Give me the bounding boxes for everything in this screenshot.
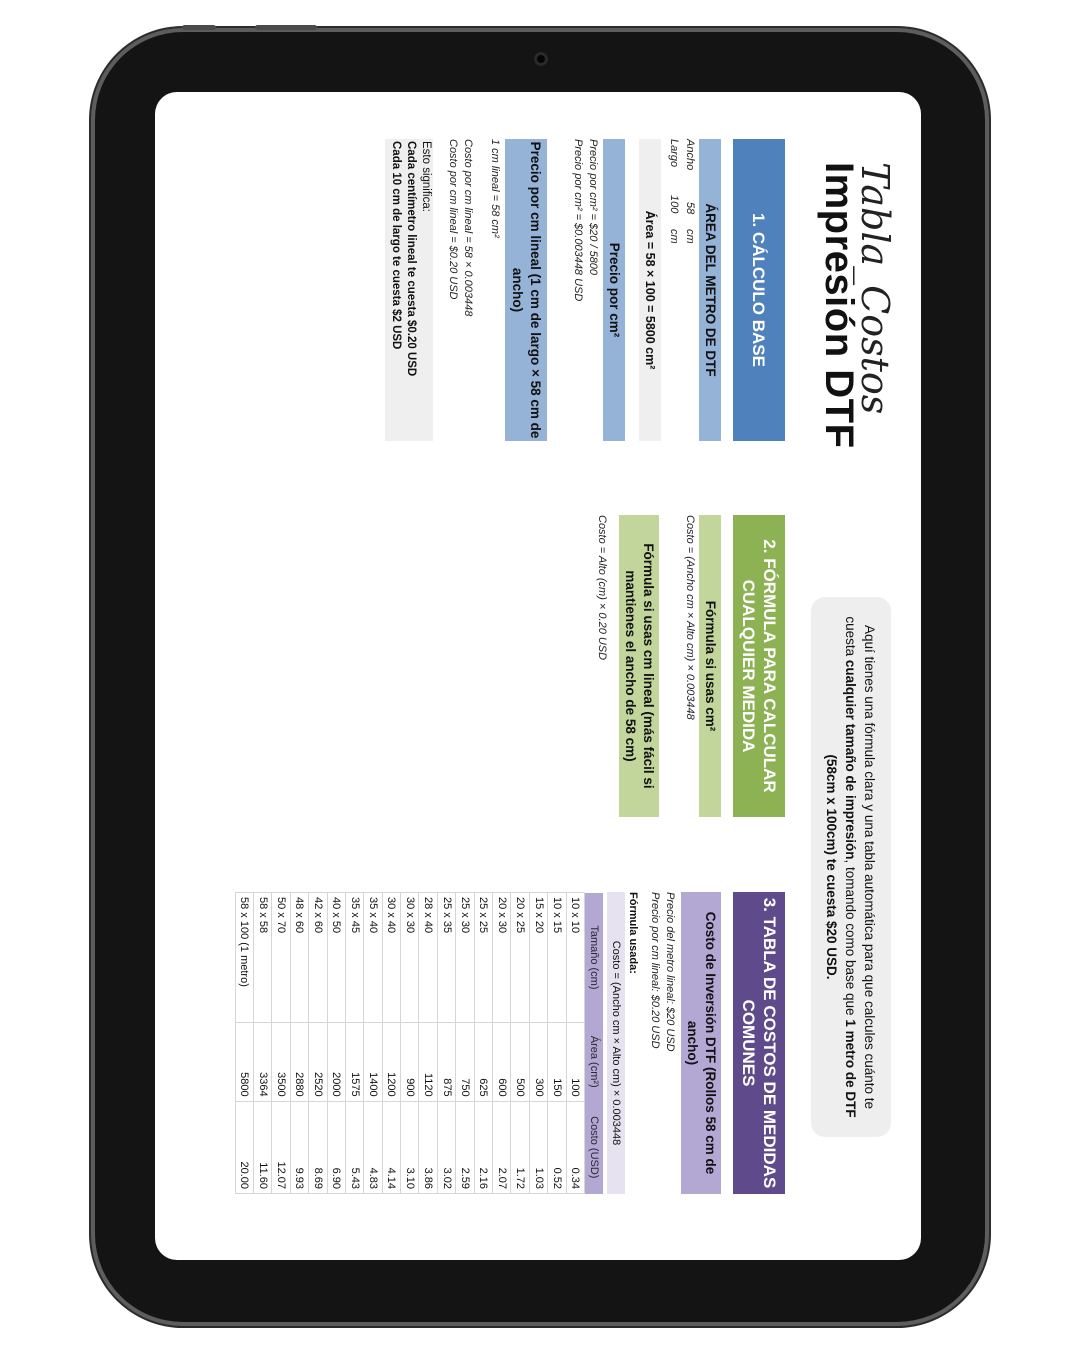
cell-cost: 0.34	[566, 1101, 584, 1193]
cell-size: 42 x 60	[309, 893, 327, 1023]
tablet-button[interactable]	[182, 25, 216, 30]
intro-bold-2: 1 metro de DTF (58cm x 100cm) te cuesta $20 USD.	[824, 754, 858, 1118]
cell-size: 10 x 10	[566, 893, 584, 1023]
cell-cost: 2.16	[474, 1101, 492, 1193]
cell-area: 1400	[364, 1022, 382, 1101]
significa-bullet-1: Cada centímetro lineal te cuesta $0.20 USD	[405, 141, 417, 377]
cell-size: 15 x 20	[529, 893, 547, 1023]
cell-area: 625	[474, 1022, 492, 1101]
cell-cost: 5.43	[345, 1101, 363, 1193]
table-row	[309, 893, 327, 1194]
table-row	[548, 893, 566, 1194]
lineal-line1: 1 cm lineal = 58 cm²	[489, 139, 501, 238]
table-row	[401, 893, 419, 1194]
formula-label: Fórmula usada:	[627, 892, 639, 974]
cell-area: 5800	[235, 1022, 253, 1101]
cell-cost: 4.83	[364, 1101, 382, 1193]
cell-size: 25 x 25	[474, 893, 492, 1023]
camera-icon	[534, 52, 548, 66]
intro-text: Aquí tienes una fórmula clara y una tabla automática para que calcules cuánto te cuesta	[843, 616, 877, 1110]
cell-cost: 3.10	[401, 1101, 419, 1193]
table-row	[235, 893, 253, 1194]
ancho-unit: cm	[684, 229, 696, 244]
inversion-line2: Precio por cm lineal: $0.20 USD	[649, 892, 661, 1049]
lineal-line3: Costo por cm lineal = $0.20 USD	[447, 139, 459, 300]
section2-header: 2. FÓRMULA PARA CALCULAR CUALQUIER MEDIDA	[733, 515, 785, 817]
cell-cost: 2.59	[456, 1101, 474, 1193]
intro-box	[811, 597, 891, 1137]
largo-label: Largo	[668, 139, 680, 168]
cell-size: 30 x 30	[401, 893, 419, 1023]
cell-size: 58 x 100 (1 metro)	[235, 893, 253, 1023]
table-row	[327, 893, 345, 1194]
table-row	[382, 893, 400, 1194]
cell-size: 35 x 45	[345, 893, 363, 1023]
costs-table	[235, 892, 603, 1194]
title-line1: Tabla_Costos	[853, 162, 897, 415]
cell-size: 58 x 58	[253, 893, 271, 1023]
cell-size: 48 x 60	[290, 893, 308, 1023]
cm2-title: Fórmula si usas cm²	[699, 515, 721, 817]
cell-size: 50 x 70	[272, 893, 290, 1023]
table-row	[345, 893, 363, 1194]
precio-lineal-title: Precio por cm lineal (1 cm de largo × 58 cm de ancho)	[505, 139, 547, 441]
significa-box	[385, 139, 433, 441]
table-row	[456, 893, 474, 1194]
table-row	[419, 893, 437, 1194]
area-title: ÁREA DEL METRO DE DTF	[699, 139, 721, 441]
cell-cost: 8.69	[309, 1101, 327, 1193]
table-row	[493, 893, 511, 1194]
formula-text: Costo = (Ancho cm × Alto cm) × 0.003448	[607, 892, 625, 1194]
cell-cost: 9.93	[290, 1101, 308, 1193]
cell-area: 3364	[253, 1022, 271, 1101]
largo-unit: cm	[668, 229, 680, 244]
table-row	[364, 893, 382, 1194]
lineal-title: Fórmula si usas cm lineal (más fácil si mantienes el ancho de 58 cm)	[619, 515, 659, 817]
cell-cost: 1.03	[529, 1101, 547, 1193]
area-result: Área = 58 × 100 = 5800 cm²	[639, 139, 661, 441]
title-line2: Impresión DTF	[817, 162, 861, 449]
cell-area: 2520	[309, 1022, 327, 1101]
cell-area: 150	[548, 1022, 566, 1101]
cell-size: 25 x 30	[456, 893, 474, 1023]
cell-cost: 3.02	[437, 1101, 455, 1193]
spreadsheet	[155, 92, 921, 1260]
column-header: Costo (USD)	[585, 1101, 604, 1193]
cell-area: 2000	[327, 1022, 345, 1101]
table-row	[290, 893, 308, 1194]
cell-area: 750	[456, 1022, 474, 1101]
significa-bullet-2: Cada 10 cm de largo te cuesta $2 USD	[390, 141, 402, 350]
precio-cm2-title: Precio por cm²	[603, 139, 625, 441]
cell-size: 25 x 35	[437, 893, 455, 1023]
table-row	[474, 893, 492, 1194]
cell-area: 1200	[382, 1022, 400, 1101]
precio-cm2-line2: Precio por cm² = $0.003448 USD	[572, 139, 584, 302]
cell-cost: 6.90	[327, 1101, 345, 1193]
precio-cm2-line1: Precio por cm² = $20 / 5800	[587, 139, 599, 276]
cell-area: 500	[511, 1022, 529, 1101]
cell-size: 10 x 15	[548, 893, 566, 1023]
ancho-label: Ancho	[684, 139, 696, 171]
cell-area: 300	[529, 1022, 547, 1101]
inversion-line1: Precio del metro lineal: $20 USD	[664, 892, 676, 1052]
lineal-line2: Costo por cm lineal = 58 × 0.003448	[462, 139, 474, 317]
table-row	[253, 893, 271, 1194]
volume-button[interactable]	[255, 25, 317, 30]
cell-cost: 11.60	[253, 1101, 271, 1193]
table-header-row	[585, 893, 604, 1194]
cell-area: 3500	[272, 1022, 290, 1101]
cm2-formula: Costo = (Ancho cm × Alto cm) × 0.003448	[684, 515, 696, 720]
column-header: Área (cm²)	[585, 1022, 604, 1101]
cell-area: 2880	[290, 1022, 308, 1101]
cell-area: 1575	[345, 1022, 363, 1101]
ancho-value: 58	[684, 202, 696, 215]
inversion-title: Costo de Inversión DTF (Rollos 58 cm de ancho)	[681, 892, 721, 1194]
table-row	[437, 893, 455, 1194]
cell-size: 40 x 50	[327, 893, 345, 1023]
section3-header: 3. TABLA DE COSTOS DE MEDIDAS COMUNES	[733, 892, 785, 1194]
table-row	[272, 893, 290, 1194]
cell-size: 35 x 40	[364, 893, 382, 1023]
intro-text-2: , tomando como base que	[843, 859, 858, 1020]
cell-cost: 20.00	[235, 1101, 253, 1193]
intro-bold: cualquier tamaño de impresión	[843, 659, 858, 860]
cell-area: 900	[401, 1022, 419, 1101]
cell-area: 600	[493, 1022, 511, 1101]
table-row	[566, 893, 584, 1194]
cell-area: 100	[566, 1022, 584, 1101]
cell-size: 20 x 30	[493, 893, 511, 1023]
cell-cost: 0.52	[548, 1101, 566, 1193]
cell-cost: 4.14	[382, 1101, 400, 1193]
cell-size: 20 x 25	[511, 893, 529, 1023]
cell-cost: 1.72	[511, 1101, 529, 1193]
section1-header: 1. CÁLCULO BASE	[733, 139, 785, 441]
largo-value: 100	[668, 195, 680, 214]
tablet-screen	[155, 92, 921, 1260]
lineal-formula: Costo = Alto (cm) × 0.20 USD	[596, 515, 608, 661]
cell-size: 28 x 40	[419, 893, 437, 1023]
cell-cost: 12.07	[272, 1101, 290, 1193]
cell-area: 1120	[419, 1022, 437, 1101]
table-row	[511, 893, 529, 1194]
cell-cost: 2.07	[493, 1101, 511, 1193]
column-header: Tamaño (cm)	[585, 893, 604, 1023]
significa-label: Esto significa:	[420, 141, 432, 212]
cell-area: 875	[437, 1022, 455, 1101]
cell-size: 30 x 40	[382, 893, 400, 1023]
tablet-device	[95, 32, 985, 1322]
table-row	[529, 893, 547, 1194]
cell-cost: 3.86	[419, 1101, 437, 1193]
